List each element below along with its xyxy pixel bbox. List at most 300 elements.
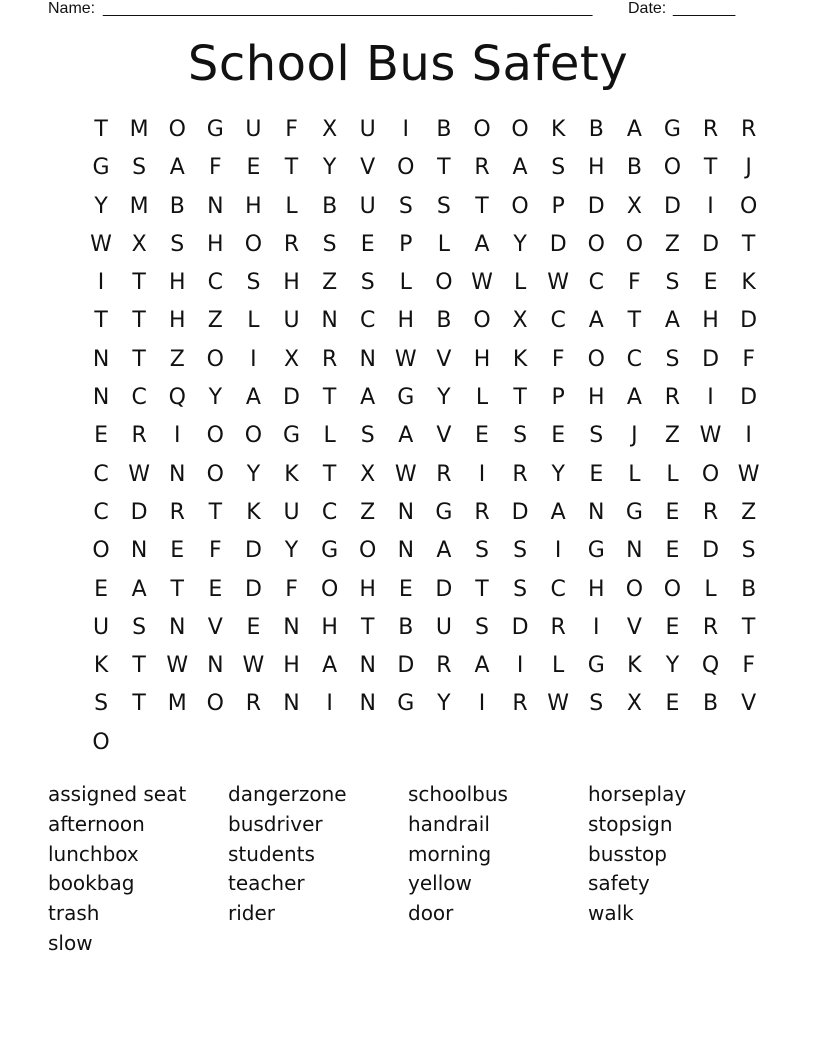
grid-letter[interactable]: T bbox=[208, 499, 223, 525]
grid-letter[interactable]: H bbox=[473, 346, 491, 372]
grid-letter[interactable]: S bbox=[360, 270, 375, 296]
grid-letter[interactable]: K bbox=[512, 346, 528, 372]
grid-letter[interactable]: A bbox=[131, 576, 147, 602]
grid-letter[interactable]: S bbox=[665, 270, 680, 296]
grid-letter[interactable]: F bbox=[285, 576, 298, 602]
grid-letter[interactable]: N bbox=[626, 538, 643, 564]
grid-letter[interactable]: N bbox=[397, 499, 415, 525]
grid-letter[interactable]: Y bbox=[94, 193, 108, 219]
grid-letter[interactable]: D bbox=[511, 499, 529, 525]
grid-letter[interactable]: T bbox=[703, 155, 718, 181]
grid-letter[interactable]: H bbox=[587, 576, 605, 602]
grid-letter[interactable]: O bbox=[739, 193, 758, 219]
grid-letter[interactable]: E bbox=[589, 461, 604, 487]
grid-letter[interactable]: V bbox=[360, 155, 376, 181]
grid-letter[interactable]: S bbox=[132, 614, 147, 640]
grid-letter[interactable]: O bbox=[435, 270, 453, 296]
grid-letter[interactable]: I bbox=[707, 385, 714, 411]
grid-letter[interactable]: R bbox=[436, 653, 452, 679]
grid-letter[interactable]: I bbox=[173, 423, 181, 449]
grid-letter[interactable]: E bbox=[246, 614, 261, 640]
grid-letter[interactable]: B bbox=[741, 576, 757, 602]
grid-letter[interactable]: G bbox=[625, 499, 643, 525]
grid-letter[interactable]: A bbox=[664, 308, 680, 334]
grid-letter[interactable]: A bbox=[169, 155, 185, 181]
grid-letter[interactable]: K bbox=[741, 270, 756, 296]
grid-letter[interactable]: T bbox=[132, 308, 146, 334]
grid-letter[interactable]: O bbox=[397, 155, 415, 181]
grid-letter[interactable]: D bbox=[587, 193, 605, 219]
grid-letter[interactable]: G bbox=[587, 653, 605, 679]
grid-letter[interactable]: O bbox=[206, 423, 224, 449]
grid-letter[interactable]: L bbox=[666, 461, 679, 487]
grid-letter[interactable]: U bbox=[283, 308, 300, 334]
grid-letter[interactable]: G bbox=[321, 538, 339, 564]
grid-letter[interactable]: C bbox=[588, 270, 604, 296]
grid-letter[interactable]: A bbox=[626, 117, 642, 142]
grid-letter[interactable]: G bbox=[397, 385, 415, 411]
grid-letter[interactable]: B bbox=[398, 614, 414, 640]
grid-letter[interactable]: O bbox=[359, 538, 377, 564]
grid-letter[interactable]: N bbox=[397, 538, 415, 564]
grid-letter[interactable]: O bbox=[244, 423, 263, 449]
grid-letter[interactable]: D bbox=[435, 576, 453, 602]
grid-letter[interactable]: W bbox=[242, 653, 265, 679]
grid-letter[interactable]: D bbox=[663, 193, 681, 219]
grid-letter[interactable]: B bbox=[436, 117, 452, 142]
grid-letter[interactable]: D bbox=[244, 538, 262, 564]
grid-letter[interactable]: L bbox=[437, 231, 451, 257]
grid-letter[interactable]: O bbox=[206, 461, 224, 487]
grid-letter[interactable]: Y bbox=[284, 538, 299, 564]
grid-letter[interactable]: I bbox=[478, 691, 486, 717]
grid-letter[interactable]: N bbox=[359, 346, 376, 372]
grid-letter[interactable]: U bbox=[359, 193, 376, 219]
grid-letter[interactable]: S bbox=[665, 346, 680, 372]
grid-letter[interactable]: L bbox=[628, 461, 641, 487]
grid-letter[interactable]: R bbox=[436, 461, 452, 487]
grid-letter[interactable]: R bbox=[169, 499, 185, 525]
grid-letter[interactable]: R bbox=[321, 346, 338, 372]
grid-letter[interactable]: X bbox=[512, 308, 528, 334]
word-list-item: safety bbox=[588, 871, 650, 896]
grid-letter[interactable]: D bbox=[740, 308, 758, 334]
grid-letter[interactable]: P bbox=[399, 231, 413, 257]
grid-letter[interactable]: C bbox=[93, 461, 109, 487]
word-list-item: lunchbox bbox=[48, 841, 139, 866]
grid-letter[interactable]: J bbox=[745, 155, 752, 181]
grid-letter[interactable]: O bbox=[701, 461, 720, 487]
grid-letter[interactable]: E bbox=[665, 614, 680, 640]
grid-letter[interactable]: L bbox=[704, 576, 717, 602]
grid-letter[interactable]: S bbox=[246, 270, 261, 296]
grid-letter[interactable]: N bbox=[169, 461, 186, 487]
grid-letter[interactable]: A bbox=[474, 653, 490, 679]
grid-letter[interactable]: X bbox=[360, 461, 376, 487]
grid-letter[interactable]: C bbox=[93, 499, 109, 525]
grid-letter[interactable]: U bbox=[92, 614, 110, 640]
grid-letter[interactable]: A bbox=[360, 385, 376, 411]
grid-letter[interactable]: T bbox=[741, 231, 756, 257]
grid-letter[interactable]: S bbox=[513, 576, 528, 602]
grid-letter[interactable]: N bbox=[359, 691, 376, 717]
grid-letter[interactable]: T bbox=[94, 117, 108, 142]
grid-letter[interactable]: T bbox=[475, 193, 489, 219]
grid-letter[interactable]: I bbox=[554, 538, 562, 564]
grid-letter[interactable]: D bbox=[702, 538, 720, 564]
grid-letter[interactable]: Q bbox=[168, 385, 186, 411]
grid-letter[interactable]: P bbox=[551, 193, 565, 219]
grid-letter[interactable]: E bbox=[475, 423, 489, 449]
grid-letter[interactable]: T bbox=[132, 270, 146, 296]
grid-letter[interactable]: W bbox=[90, 231, 112, 257]
grid-letter[interactable]: B bbox=[169, 193, 185, 219]
grid-letter[interactable]: X bbox=[626, 691, 642, 717]
grid-letter[interactable]: G bbox=[397, 691, 415, 717]
grid-letter[interactable]: S bbox=[475, 538, 489, 564]
grid-letter[interactable]: I bbox=[326, 691, 333, 717]
grid-letter[interactable]: W bbox=[737, 461, 760, 487]
grid-letter[interactable]: G bbox=[206, 117, 224, 142]
grid-letter[interactable]: Y bbox=[322, 155, 337, 181]
word-list-item: teacher bbox=[228, 871, 305, 896]
grid-letter[interactable]: C bbox=[321, 499, 338, 525]
grid-letter[interactable]: Y bbox=[246, 461, 261, 487]
grid-letter[interactable]: M bbox=[129, 193, 149, 219]
grid-letter[interactable]: K bbox=[284, 461, 299, 487]
grid-letter[interactable]: H bbox=[168, 270, 186, 296]
grid-letter[interactable]: R bbox=[702, 614, 719, 640]
grid-letter[interactable]: U bbox=[359, 117, 376, 142]
grid-letter[interactable]: O bbox=[587, 231, 605, 257]
grid-letter[interactable]: S bbox=[551, 155, 566, 181]
grid-letter[interactable]: O bbox=[92, 538, 110, 564]
grid-letter[interactable]: I bbox=[478, 461, 486, 487]
grid-letter[interactable]: O bbox=[168, 117, 186, 142]
grid-letter[interactable]: U bbox=[435, 614, 452, 640]
grid-letter[interactable]: Z bbox=[741, 499, 757, 525]
grid-letter[interactable]: H bbox=[168, 308, 186, 334]
header-line bbox=[48, 0, 768, 19]
grid-letter[interactable]: R bbox=[664, 385, 681, 411]
name-field[interactable]: _______________________________________________________ bbox=[103, 0, 593, 17]
grid-letter[interactable]: B bbox=[588, 117, 604, 142]
grid-letter[interactable]: L bbox=[552, 653, 565, 679]
grid-letter[interactable]: A bbox=[436, 538, 452, 564]
grid-letter[interactable]: S bbox=[170, 231, 185, 257]
date-label: Date: bbox=[628, 0, 667, 17]
grid-letter[interactable]: Y bbox=[208, 385, 223, 411]
grid-letter[interactable]: W bbox=[166, 653, 189, 679]
grid-letter[interactable]: T bbox=[132, 653, 146, 679]
grid-letter[interactable]: T bbox=[322, 385, 337, 411]
grid-letter[interactable]: O bbox=[92, 729, 110, 755]
grid-letter[interactable]: U bbox=[245, 117, 262, 142]
grid-letter[interactable]: N bbox=[283, 691, 300, 717]
grid-letter[interactable]: R bbox=[245, 691, 262, 717]
grid-letter[interactable]: Z bbox=[322, 270, 338, 296]
grid-letter[interactable]: O bbox=[663, 155, 682, 181]
grid-letter[interactable]: V bbox=[207, 614, 223, 640]
date-field[interactable]: _______ bbox=[673, 0, 736, 17]
grid-letter[interactable]: O bbox=[625, 231, 644, 257]
grid-letter[interactable]: M bbox=[129, 117, 149, 142]
grid-letter[interactable]: O bbox=[587, 346, 605, 372]
grid-letter[interactable]: H bbox=[587, 155, 605, 181]
grid-letter[interactable]: Y bbox=[437, 385, 451, 411]
grid-letter[interactable]: D bbox=[702, 346, 720, 372]
grid-letter[interactable]: L bbox=[475, 385, 489, 411]
grid-letter[interactable]: G bbox=[435, 499, 453, 525]
grid-letter[interactable]: R bbox=[474, 155, 490, 181]
grid-letter[interactable]: V bbox=[626, 614, 642, 640]
grid-letter[interactable]: T bbox=[132, 346, 146, 372]
grid-letter[interactable]: F bbox=[742, 653, 755, 679]
grid-letter[interactable]: H bbox=[283, 653, 300, 679]
grid-letter[interactable]: S bbox=[94, 691, 109, 717]
grid-letter[interactable]: V bbox=[436, 346, 452, 372]
grid-letter[interactable]: T bbox=[360, 614, 375, 640]
grid-letter[interactable]: H bbox=[397, 308, 415, 334]
grid-letter[interactable]: A bbox=[398, 423, 414, 449]
grid-letter[interactable]: H bbox=[245, 193, 262, 219]
grid-letter[interactable]: C bbox=[131, 385, 147, 411]
grid-letter[interactable]: O bbox=[625, 576, 644, 602]
grid-letter[interactable]: T bbox=[475, 576, 489, 602]
grid-letter[interactable]: N bbox=[130, 538, 148, 564]
grid-letter[interactable]: H bbox=[207, 231, 224, 257]
grid-letter[interactable]: R bbox=[512, 691, 528, 717]
grid-letter[interactable]: R bbox=[740, 117, 757, 142]
grid-letter[interactable]: D bbox=[397, 653, 415, 679]
grid-letter[interactable]: A bbox=[474, 231, 490, 257]
grid-letter[interactable]: M bbox=[167, 691, 187, 717]
grid-letter[interactable]: I bbox=[593, 614, 600, 640]
grid-letter[interactable]: L bbox=[285, 193, 298, 219]
grid-letter[interactable]: G bbox=[92, 155, 110, 181]
grid-letter[interactable]: O bbox=[511, 193, 529, 219]
grid-letter[interactable]: E bbox=[703, 270, 718, 296]
grid-letter[interactable]: S bbox=[741, 538, 756, 564]
grid-letter[interactable]: N bbox=[359, 653, 376, 679]
grid-letter[interactable]: I bbox=[745, 423, 752, 449]
grid-letter[interactable]: W bbox=[471, 270, 493, 296]
grid-letter[interactable]: B bbox=[703, 691, 719, 717]
grid-letter[interactable]: T bbox=[170, 576, 184, 602]
grid-letter[interactable]: O bbox=[244, 231, 263, 257]
grid-letter[interactable]: S bbox=[475, 614, 489, 640]
grid-letter[interactable]: F bbox=[209, 538, 222, 564]
grid-letter[interactable]: O bbox=[473, 117, 491, 142]
grid-letter[interactable]: D bbox=[244, 576, 262, 602]
grid-letter[interactable]: E bbox=[246, 155, 261, 181]
grid-letter[interactable]: S bbox=[589, 691, 604, 717]
grid-letter[interactable]: K bbox=[246, 499, 261, 525]
grid-letter[interactable]: N bbox=[207, 193, 224, 219]
grid-letter[interactable]: A bbox=[322, 653, 338, 679]
grid-letter[interactable]: P bbox=[551, 385, 565, 411]
grid-letter[interactable]: E bbox=[94, 576, 108, 602]
grid-letter[interactable]: Z bbox=[169, 346, 185, 372]
grid-letter[interactable]: L bbox=[323, 423, 336, 449]
grid-letter[interactable]: T bbox=[627, 308, 642, 334]
grid-letter[interactable]: B bbox=[626, 155, 642, 181]
grid-letter[interactable]: I bbox=[97, 270, 105, 296]
grid-letter[interactable]: I bbox=[250, 346, 257, 372]
grid-letter[interactable]: D bbox=[283, 385, 300, 411]
grid-letter[interactable]: W bbox=[547, 270, 570, 296]
grid-letter[interactable]: Z bbox=[664, 423, 680, 449]
grid-letter[interactable]: W bbox=[547, 691, 570, 717]
grid-letter[interactable]: N bbox=[92, 346, 110, 372]
grid-letter[interactable]: E bbox=[665, 538, 680, 564]
grid-letter[interactable]: L bbox=[513, 270, 527, 296]
grid-letter[interactable]: V bbox=[741, 691, 757, 717]
grid-letter[interactable]: F bbox=[551, 346, 565, 372]
grid-letter[interactable]: Z bbox=[207, 308, 223, 334]
grid-letter[interactable]: Y bbox=[437, 691, 451, 717]
grid-letter[interactable]: A bbox=[588, 308, 604, 334]
grid-letter[interactable]: S bbox=[436, 193, 451, 219]
grid-letter[interactable]: N bbox=[588, 499, 605, 525]
grid-letter[interactable]: X bbox=[283, 346, 300, 372]
grid-letter[interactable]: N bbox=[207, 653, 224, 679]
grid-letter[interactable]: L bbox=[399, 270, 412, 296]
grid-letter[interactable]: D bbox=[740, 385, 758, 411]
grid-letter[interactable]: W bbox=[699, 423, 722, 449]
grid-letter[interactable]: R bbox=[474, 499, 490, 525]
grid-letter[interactable]: G bbox=[282, 423, 301, 449]
grid-letter[interactable]: S bbox=[322, 231, 337, 257]
grid-letter[interactable]: T bbox=[741, 614, 756, 640]
grid-letter[interactable]: O bbox=[473, 308, 491, 334]
grid-letter[interactable]: O bbox=[206, 691, 224, 717]
grid-letter[interactable]: F bbox=[209, 155, 222, 181]
letter-grid bbox=[82, 111, 760, 762]
grid-letter[interactable]: R bbox=[550, 614, 566, 640]
grid-letter[interactable]: N bbox=[283, 614, 300, 640]
grid-letter[interactable]: O bbox=[206, 346, 224, 372]
grid-letter[interactable]: T bbox=[322, 461, 337, 487]
grid-letter[interactable]: A bbox=[550, 499, 566, 525]
grid-letter[interactable]: Y bbox=[551, 461, 565, 487]
grid-letter[interactable]: E bbox=[360, 231, 375, 257]
grid-letter[interactable]: L bbox=[247, 308, 260, 334]
grid-letter[interactable]: I bbox=[516, 653, 524, 679]
grid-letter[interactable]: I bbox=[402, 117, 410, 142]
grid-letter[interactable]: O bbox=[320, 576, 339, 602]
grid-letter[interactable]: T bbox=[94, 308, 108, 334]
grid-letter[interactable]: W bbox=[394, 346, 417, 372]
grid-letter[interactable]: S bbox=[589, 423, 604, 449]
grid-letter[interactable]: N bbox=[169, 614, 186, 640]
grid-letter[interactable]: R bbox=[131, 423, 147, 449]
grid-letter[interactable]: X bbox=[626, 193, 642, 219]
grid-letter[interactable]: I bbox=[707, 193, 714, 219]
grid-letter[interactable]: D bbox=[130, 499, 148, 525]
grid-letter[interactable]: W bbox=[394, 461, 417, 487]
grid-letter[interactable]: V bbox=[436, 423, 452, 449]
grid-letter[interactable]: C bbox=[360, 308, 376, 334]
grid-letter[interactable]: H bbox=[702, 308, 719, 334]
grid-letter[interactable]: B bbox=[436, 308, 452, 334]
grid-letter[interactable]: C bbox=[626, 346, 643, 372]
grid-letter[interactable]: R bbox=[702, 499, 719, 525]
grid-letter[interactable]: T bbox=[132, 691, 146, 717]
grid-letter[interactable]: D bbox=[511, 614, 529, 640]
grid-letter[interactable]: X bbox=[131, 231, 147, 257]
grid-letter[interactable]: E bbox=[398, 576, 413, 602]
grid-letter[interactable]: S bbox=[513, 538, 528, 564]
grid-letter[interactable]: U bbox=[283, 499, 300, 525]
grid-letter[interactable]: O bbox=[511, 117, 529, 142]
grid-letter[interactable]: R bbox=[283, 231, 300, 257]
grid-letter[interactable]: R bbox=[702, 117, 719, 142]
grid-letter[interactable]: S bbox=[132, 155, 147, 181]
grid-letter[interactable]: A bbox=[512, 155, 528, 181]
grid-letter[interactable]: G bbox=[587, 538, 605, 564]
grid-letter[interactable]: Y bbox=[513, 231, 527, 257]
grid-letter[interactable]: D bbox=[702, 231, 720, 257]
grid-letter[interactable]: H bbox=[359, 576, 376, 602]
grid-letter[interactable]: T bbox=[513, 385, 527, 411]
grid-letter[interactable]: C bbox=[207, 270, 224, 296]
grid-letter[interactable]: W bbox=[128, 461, 151, 487]
grid-letter[interactable]: F bbox=[742, 346, 755, 372]
grid-letter[interactable]: N bbox=[92, 385, 110, 411]
grid-letter[interactable]: K bbox=[627, 653, 642, 679]
grid-letter[interactable]: E bbox=[208, 576, 223, 602]
grid-letter[interactable]: E bbox=[170, 538, 185, 564]
grid-letter[interactable]: T bbox=[284, 155, 299, 181]
grid-letter[interactable]: S bbox=[513, 423, 528, 449]
grid-letter[interactable]: X bbox=[322, 117, 338, 142]
grid-letter[interactable]: E bbox=[665, 499, 680, 525]
grid-letter[interactable]: B bbox=[322, 193, 338, 219]
grid-letter[interactable]: F bbox=[628, 270, 641, 296]
grid-letter[interactable]: C bbox=[550, 308, 566, 334]
grid-letter[interactable]: H bbox=[587, 385, 605, 411]
grid-letter[interactable]: H bbox=[283, 270, 300, 296]
grid-letter[interactable]: E bbox=[551, 423, 566, 449]
grid-letter[interactable]: S bbox=[398, 193, 413, 219]
grid-letter[interactable]: Y bbox=[665, 653, 680, 679]
grid-letter[interactable]: N bbox=[321, 308, 338, 334]
grid-letter[interactable]: Z bbox=[664, 231, 680, 257]
grid-letter[interactable]: E bbox=[94, 423, 108, 449]
grid-letter[interactable]: J bbox=[631, 423, 638, 449]
grid-letter[interactable]: Z bbox=[360, 499, 376, 525]
grid-letter[interactable]: K bbox=[93, 653, 109, 679]
word-list-item: slow bbox=[48, 930, 93, 955]
grid-letter[interactable]: S bbox=[360, 423, 375, 449]
grid-letter[interactable]: T bbox=[437, 155, 451, 181]
grid-letter[interactable]: G bbox=[663, 117, 681, 142]
grid-letter[interactable]: H bbox=[321, 614, 338, 640]
word-list-item: students bbox=[228, 841, 315, 866]
grid-letter[interactable]: F bbox=[285, 117, 298, 142]
grid-letter[interactable]: K bbox=[550, 117, 566, 142]
grid-letter[interactable]: A bbox=[245, 385, 261, 411]
grid-letter[interactable]: Q bbox=[701, 653, 720, 679]
grid-letter[interactable]: C bbox=[550, 576, 566, 602]
word-list-item: horseplay bbox=[588, 782, 687, 806]
grid-letter[interactable]: R bbox=[512, 461, 528, 487]
grid-letter[interactable]: E bbox=[665, 691, 680, 717]
grid-letter[interactable]: A bbox=[626, 385, 642, 411]
grid-letter[interactable]: O bbox=[663, 576, 682, 602]
grid-letter[interactable]: D bbox=[549, 231, 567, 257]
